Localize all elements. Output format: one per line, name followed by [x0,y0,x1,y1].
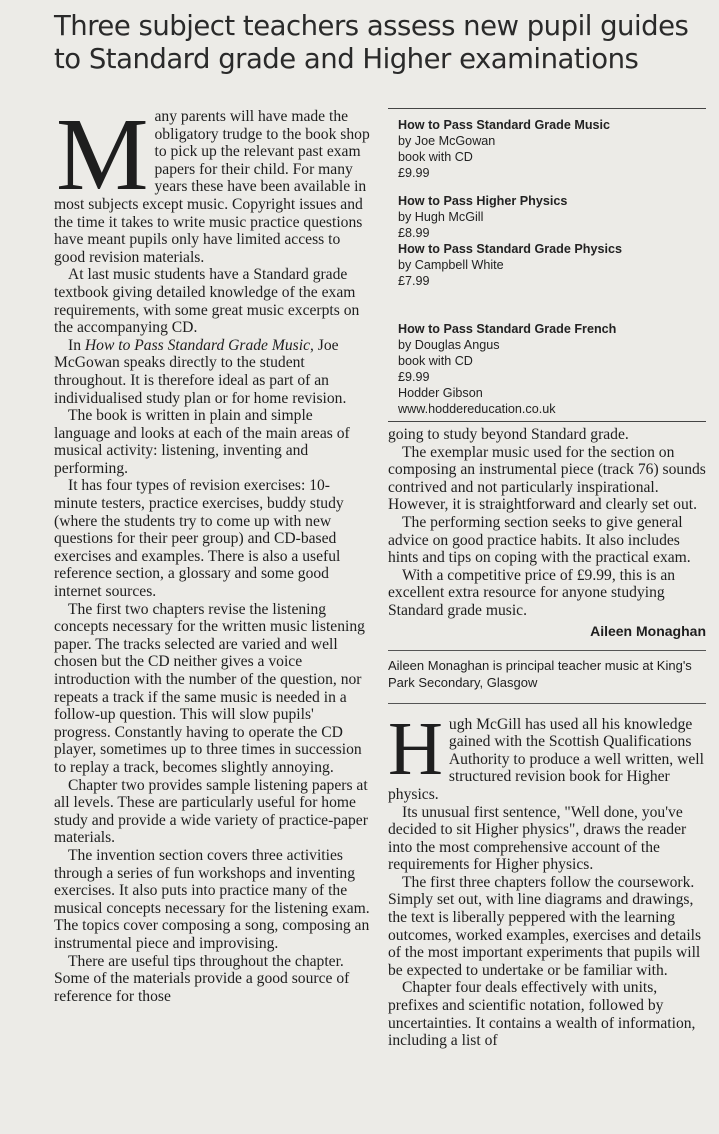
music-review-paragraph [54,97,370,266]
physics-review-paragraph: Its unusual first sentence, "Well done, you've decided to sit Higher physics", draws the reader into the most comprehensive account of the requirements for Higher physics. [388,803,687,874]
paragraph-text: In [68,336,85,354]
paragraph-text: , Joe McGowan speaks directly to the student throughout. It is therefore ideal as part of an individualised study plan or for home revision. [54,336,347,407]
book-title: How to Pass Standard Grade French [398,322,617,336]
book-title: How to Pass Standard Grade Music [398,118,611,132]
book-title-reference: How to Pass Standard Grade Music [84,336,310,354]
music-review-paragraph: The performing section seeks to give general advice on good practice habits. It also includes hints and tips on coping with the practical exam. [388,513,691,567]
book-author: by Douglas Angus [398,338,500,352]
physics-review-paragraph: The first three chapters follow the coursework. Simply set out, with line diagrams and drawings, the text is liberally peppered with the learning outcomes, worked examples, exercises and details of the most important experiments that pupils will be expected to undertake or be familiar with. [388,873,702,979]
physics-review-paragraph [388,706,706,804]
book-price: £7.99 [398,274,430,288]
paragraph-text: ugh McGill has used all his knowledge gained with the Scottish Qualifications Authority to produce a well written, well structured revision book for Higher physics. [388,715,704,803]
book-price: £9.99 [398,370,430,384]
book-author: by Campbell White [398,258,504,272]
music-review-column [54,97,370,1005]
book-author: by Hugh McGill [398,210,484,224]
book-title: How to Pass Standard Grade Physics [398,242,622,256]
book-price: £8.99 [398,226,430,240]
music-review-paragraph [54,337,370,407]
author-bio: Aileen Monaghan is principal teacher music at King's Park Secondary, Glasgow [388,657,692,690]
headline: Three subject teachers assess new pupil guides to Standard grade and Higher examinations [54,10,689,75]
book-details-box [388,109,706,421]
music-review-paragraph: The invention section covers three activities through a series of fun workshops and inventing exercises. It also puts into practice many of the musical concepts necessary for the listening exam. The topics cover composing a song, composing an instrumental piece and improvising. [54,846,370,952]
music-review-paragraph: It has four types of revision exercises: 10-minute testers, practice exercises, buddy study (where the students try to come up with new questions for their peer group) and CD-based exercises and examples. There is also a useful reference section, a glossary and some good internet sources. [54,477,344,601]
music-review-paragraph: With a competitive price of £9.99, this is an excellent extra resource for anyone studying Standard grade music. [388,566,676,619]
music-review-paragraph: The first two chapters revise the listening concepts necessary for the written music listening paper. The tracks selected are varied and well chosen but the CD neither gives a voice introduction with the number of the question, nor repeats a track if the same music is needed in a follow-up question. This will slow pupils' progress. Constantly having to operate the CD player, sometimes up to three times in succession to replay a track, becomes slightly annoying. [54,600,365,776]
drop-cap: M [56,97,149,212]
physics-review [388,704,706,1050]
music-review-paragraph: going to study beyond Standard grade. [388,426,629,443]
music-review-paragraph: At last music students have a Standard grade textbook giving detailed knowledge of the exam requirements, with some great music excerpts on the accompanying CD. [54,266,360,337]
book-format: book with CD [398,354,473,368]
author-signature: Aileen Monaghan [590,622,706,639]
book-title: How to Pass Higher Physics [398,194,568,208]
book-price: £9.99 [398,166,430,180]
physics-review-paragraph: Chapter four deals effectively with units, prefixes and scientific notation, followed by uncertainties. It contains a wealth of information, including a list of [388,979,696,1050]
book-author: by Joe McGowan [398,134,496,148]
publisher-url: www.hoddereducation.co.uk [398,402,556,416]
book-format: book with CD [398,150,473,164]
music-review-paragraph: Chapter two provides sample listening papers at all levels. These are particularly useful for home study and provide a wide variety of practice-paper materials. [54,776,368,847]
publisher: Hodder Gibson [398,386,483,400]
music-review-paragraph: There are useful tips throughout the chapter. Some of the materials provide a good source of reference for those [54,952,350,1005]
paragraph-text: any parents will have made the obligatory trudge to the book shop to pick up the relevant past exam papers for their child. For many years these have been available in most subjects except music. Copyright issues and the time it takes to write music practice questions have meant pupils only have limited access to good revision materials. [54,108,370,266]
music-review-paragraph: The exemplar music used for the section on composing an instrumental piece (track 76) sounds contrived and not particularly inspirational. However, it is straightforward and clearly set out. [388,443,706,514]
right-column [388,108,706,1050]
music-review-paragraph: The book is written in plain and simple language and looks at each of the main areas of musical activity: listening, inventing and performing. [54,407,350,477]
drop-cap: H [388,706,443,791]
music-review-continued [388,422,706,620]
